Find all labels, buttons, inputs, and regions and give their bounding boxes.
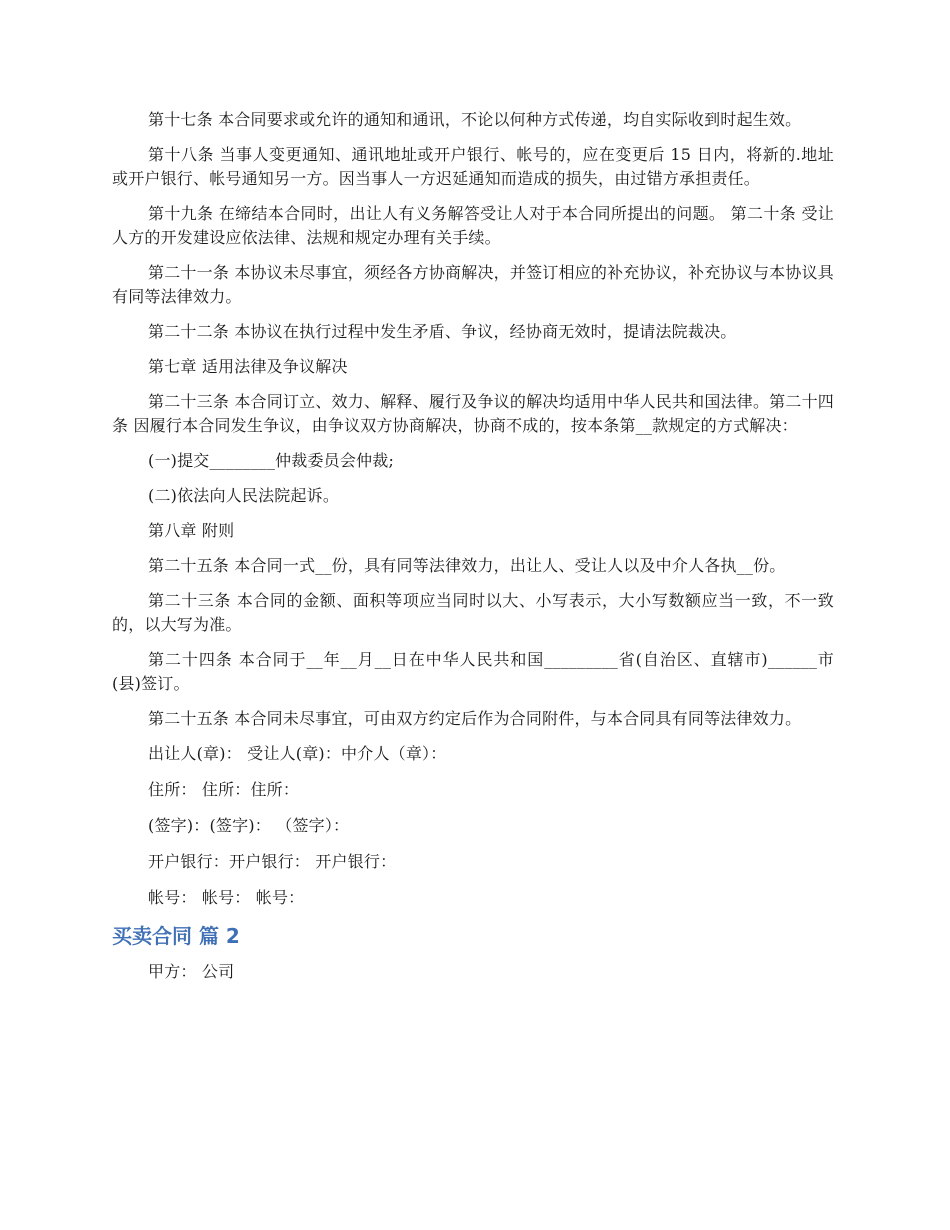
- section-heading: 买卖合同 篇 2: [112, 924, 240, 948]
- party-a-line: 甲方： 公司: [148, 962, 235, 981]
- address-line: 住所： 住所：住所：: [148, 780, 300, 799]
- bank-line: 开户银行：开户银行： 开户银行：: [148, 852, 397, 871]
- article-24-signing: 第二十四条 本合同于__年__月__日在中华人民共和国_________省(自治区、直辖市)______市(县)签订。: [112, 650, 834, 693]
- account-line: 帐号： 帐号： 帐号：: [148, 888, 305, 907]
- article-18: 第十八条 当事人变更通知、通讯地址或开户银行、帐号的，应在变更后 15 日内，将新的.地址或开户银行、帐号通知另一方。因当事人一方迟延通知而造成的损失，由过错方承担责任。: [112, 145, 834, 188]
- article-22: 第二十二条 本协议在执行过程中发生矛盾、争议，经协商无效时，提请法院裁决。: [148, 322, 737, 341]
- article-17: 第十七条 本合同要求或允许的通知和通讯，不论以何种方式传递，均自实际收到时起生效。: [148, 110, 802, 129]
- article-23-amounts: 第二十三条 本合同的金额、面积等项应当同时以大、小写表示，大小写数额应当一致，不一致的，以大写为准。: [112, 591, 834, 634]
- article-23-24: 第二十三条 本合同订立、效力、解释、履行及争议的解决均适用中华人民共和国法律。第二十四条 因履行本合同发生争议，由争议双方协商解决，协商不成的，按本条第__款规定的方式解决：: [112, 392, 834, 435]
- signature-line: (签字)：(签字)： （签字）：: [148, 816, 350, 835]
- document-body: [112, 108, 834, 995]
- dispute-option-1: (一)提交________仲裁委员会仲裁;: [148, 451, 395, 470]
- signature-parties-line: 出让人(章)： 受让人(章)：中介人（章）：: [148, 744, 447, 763]
- article-25-supplement: 第二十五条 本合同未尽事宜，可由双方约定后作为合同附件，与本合同具有同等法律效力。: [148, 709, 802, 728]
- article-21: 第二十一条 本协议未尽事宜，须经各方协商解决，并签订相应的补充协议，补充协议与本协议具有同等法律效力。: [112, 263, 834, 306]
- dispute-option-2: (二)依法向人民法院起诉。: [148, 486, 340, 505]
- chapter-7-title: 第七章 适用法律及争议解决: [148, 357, 348, 376]
- article-25-copies: 第二十五条 本合同一式__份，具有同等法律效力，出让人、受让人以及中介人各执__份。: [148, 556, 786, 575]
- article-19-20: 第十九条 在缔结本合同时，出让人有义务解答受让人对于本合同所提出的问题。 第二十条 受让人方的开发建设应依法律、法规和规定办理有关手续。: [112, 204, 834, 247]
- chapter-8-title: 第八章 附则: [148, 521, 235, 540]
